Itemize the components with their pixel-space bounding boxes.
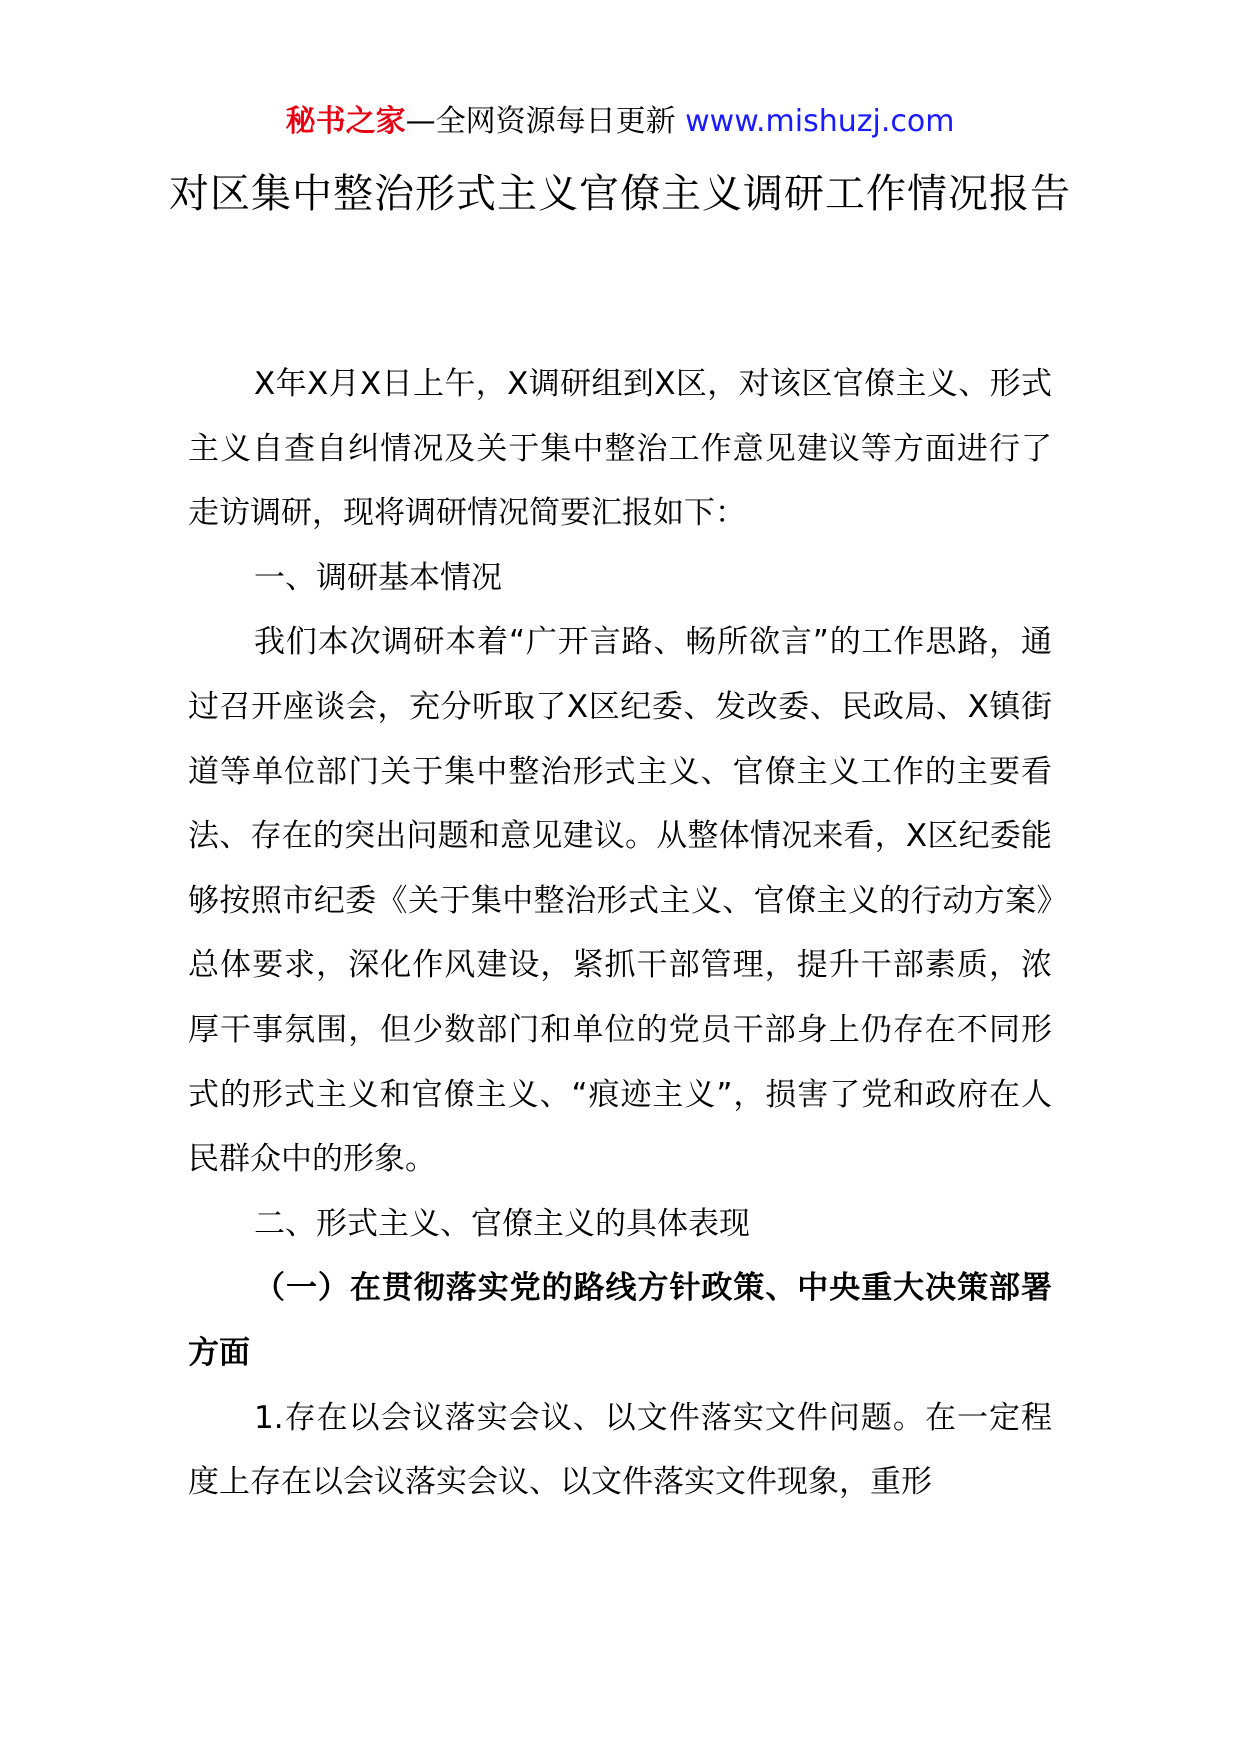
watermark-header <box>0 100 1240 144</box>
subsection-heading-1: （一）在贯彻落实党的路线方针政策、中央重大决策部署方面 <box>188 1270 1052 1371</box>
section-heading-1: 一、调研基本情况 <box>254 559 502 596</box>
header-tagline: —全网资源每日更新 <box>405 104 686 139</box>
section-heading-2: 二、形式主义、官僚主义的具体表现 <box>254 1205 750 1242</box>
intro-paragraph: X年X月X日上午，X调研组到X区，对该区官僚主义、形式主义自查自纠情况及关于集中整治工作意见建议等方面进行了走访调研，现将调研情况简要汇报如下： <box>188 366 1052 532</box>
document-title: 对区集中整治形式主义官僚主义调研工作情况报告 <box>169 171 1071 217</box>
site-url-link[interactable]: www.mishuzj.com <box>685 104 955 139</box>
brand-name: 秘书之家 <box>285 104 406 139</box>
document-body <box>188 352 1052 1515</box>
item-1-paragraph: 1.存在以会议落实会议、以文件落实文件问题。在一定程度上存在以会议落实会议、以文件落实文件现象，重形 <box>188 1399 1052 1501</box>
section-1-paragraph: 我们本次调研本着“广开言路、畅所欲言”的工作思路，通过召开座谈会，充分听取了X区纪委、发改委、民政局、X镇街道等单位部门关于集中整治形式主义、官僚主义工作的主要看法、存在的突出问题和意见建议。从整体情况来看，X区纪委能够按照市纪委《关于集中整治形式主义、官僚主义的行动方案》总体要求，深化作风建设，紧抓干部管理，提升干部素质，浓厚干事氛围，但少数部门和单位的党员干部身上仍存在不同形式的形式主义和官僚主义、“痕迹主义”，损害了党和政府在人民群众中的形象。 <box>188 624 1052 1178</box>
